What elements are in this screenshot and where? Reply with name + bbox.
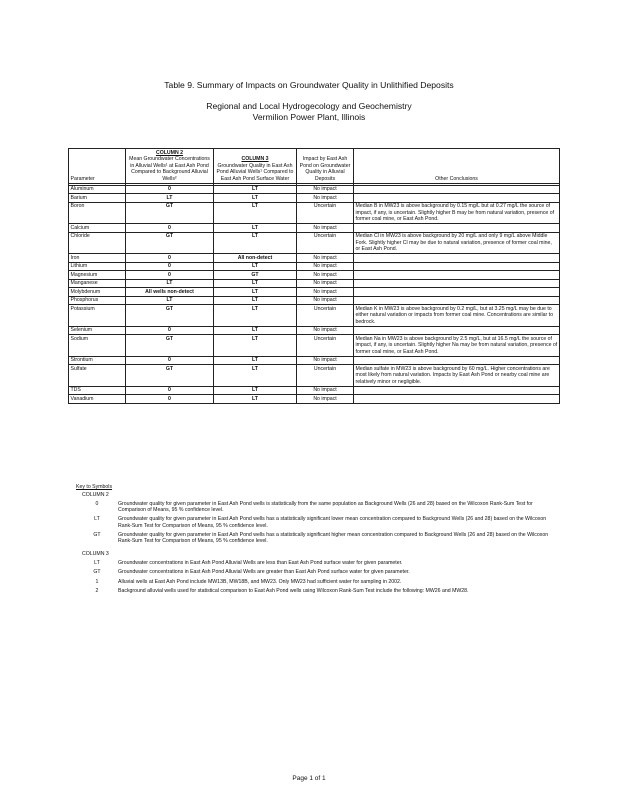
other-conclusions-cell [354, 224, 560, 233]
key-entry [76, 588, 556, 595]
column-3-cell: LT [214, 194, 297, 203]
key-description: Groundwater quality for given parameter in East Ash Pond wells has a statistically significant higher mean concentration compared to Background Wells (26 and 28) based on the Wilcoxon Rank-Sum Test for Comparison of Means, 95 % confidence level. [118, 531, 549, 545]
summary-table [68, 148, 560, 404]
header-impact: Impact by East Ash Pond on Groundwater Quality in Alluvial Deposits [297, 149, 354, 184]
table-row [69, 202, 560, 224]
table-body [69, 185, 560, 403]
table-row [69, 288, 560, 297]
other-conclusions-cell [354, 386, 560, 395]
key-entry [76, 560, 556, 567]
parameter-cell: Selenium [69, 326, 126, 335]
column-2-cell: 0 [126, 326, 214, 335]
other-conclusions-cell [354, 271, 560, 280]
table-row [69, 356, 560, 365]
other-conclusions-cell [354, 254, 560, 263]
column-2-cell: 0 [126, 185, 214, 194]
column-3-cell: LT [214, 224, 297, 233]
table-row [69, 305, 560, 327]
parameter-cell: Aluminum [69, 185, 126, 194]
column-2-cell: 0 [126, 254, 214, 263]
other-conclusions-cell: Median Na in MW23 is above background by 2.5 mg/L, but at 16.5 mg/L the source of impact, if any, is uncertain. Slightly higher Na may be from natural variation, presence of former coal mine, or East Ash Pond. [354, 335, 560, 357]
column-3-label: COLUMN 3 [241, 156, 269, 162]
key-column-2-list [76, 501, 556, 546]
column-3-cell: GT [214, 271, 297, 280]
column-2-cell: 0 [126, 262, 214, 271]
column-2-label: COLUMN 2 [155, 149, 184, 156]
header-parameter: Parameter [69, 149, 126, 184]
impact-cell: No impact [297, 262, 354, 271]
column-3-cell: LT [214, 232, 297, 254]
key-entry [76, 532, 556, 546]
subtitle: Regional and Local Hydrogecology and Geochemistry [206, 101, 412, 111]
impact-cell: No impact [297, 224, 354, 233]
column-3-cell: LT [214, 288, 297, 297]
key-symbol: LT [94, 516, 100, 522]
column-2-cell: LT [126, 296, 214, 305]
column-3-cell: All non-detect [214, 254, 297, 263]
parameter-cell: Potassium [69, 305, 126, 327]
impact-cell: No impact [297, 296, 354, 305]
key-description: Groundwater concentrations in East Ash Pond Alluvial Wells are less than East Ash Pond surface water for given parameter. [118, 559, 403, 566]
key-entry [76, 516, 556, 530]
key-symbol: LT [94, 559, 100, 566]
table-row [69, 279, 560, 288]
impact-cell: No impact [297, 194, 354, 203]
impact-cell: No impact [297, 271, 354, 280]
parameter-cell: Molybdenum [69, 288, 126, 297]
key-symbol: 1 [95, 579, 99, 586]
column-2-text: Mean Groundwater Concentrations in Alluvial Wells¹ at East Ash Pond Compared to Background Alluvial Wells² [129, 156, 210, 182]
key-description: Groundwater concentrations in East Ash Pond Alluvial Wells are greater than East Ash Pond surface water for given parameter. [118, 568, 410, 575]
column-2-cell: GT [126, 232, 214, 254]
parameter-cell: Calcium [69, 224, 126, 233]
impact-cell: No impact [297, 356, 354, 365]
other-conclusions-cell: Median B in MW23 is above background by 0.15 mg/L but at 0.27 mg/L the source of impact, if any, is uncertain. Slightly higher B may be from natural variation, presence of former coal mine, or East Ash Pond. [354, 202, 560, 224]
parameter-cell: Phosphorus [69, 296, 126, 305]
key-title: Key to Symbols [76, 484, 113, 490]
column-2-cell: GT [126, 202, 214, 224]
column-3-cell: LT [214, 296, 297, 305]
key-to-symbols [76, 484, 556, 595]
column-2-cell: GT [126, 335, 214, 357]
other-conclusions-cell [354, 279, 560, 288]
parameter-cell: Iron [69, 254, 126, 263]
table-row [69, 254, 560, 263]
column-3-cell: LT [214, 202, 297, 224]
table-row [69, 185, 560, 194]
table-row [69, 326, 560, 335]
key-description: Alluvial wells at East Ash Pond include MW13B, MW18B, and MW23. Only MW23 had sufficient water for sampling in 2002. [118, 579, 402, 586]
table-row [69, 232, 560, 254]
header-row [69, 149, 560, 184]
column-3-cell: LT [214, 335, 297, 357]
key-description: Groundwater quality for given parameter in East Ash Pond wells is statistically from the same population as Background Wells (26 and 28) based on the Wilcoxon Rank-Sum Test for Comparison of Means, 95 % confidence level. [118, 500, 533, 514]
other-conclusions-cell: Median sulfate in MW23 is above background by 60 mg/L. Higher concentrations are most likely from natural variation. Impacts by East Ash Pond or nearby coal mine are relatively minor or negligible. [354, 365, 560, 387]
column-2-cell: LT [126, 279, 214, 288]
column-3-cell: LT [214, 326, 297, 335]
key-description: Background alluvial wells used for statistical comparison to East Ash Pond wells using Wilcoxon Rank-Sum Test include the following: MW26 and MW28. [118, 588, 469, 594]
column-2-cell: 0 [126, 224, 214, 233]
parameter-cell: TDS [69, 386, 126, 395]
table-row [69, 335, 560, 357]
column-3-cell: LT [214, 386, 297, 395]
key-symbol: 2 [95, 588, 99, 594]
parameter-cell: Lithium [69, 262, 126, 271]
impact-cell: No impact [297, 279, 354, 288]
plant-name: Vermilion Power Plant, Illinois [252, 112, 366, 122]
impact-cell: Uncertain [297, 202, 354, 224]
impact-cell: No impact [297, 326, 354, 335]
key-symbol: GT [93, 568, 101, 575]
other-conclusions-cell [354, 194, 560, 203]
impact-cell: No impact [297, 185, 354, 194]
column-3-text: Groundwater Quality in East Ash Pond Alluvial Wells¹ Compared to East Ash Pond Surface Water [216, 162, 294, 182]
other-conclusions-cell [354, 326, 560, 335]
column-3-cell: LT [214, 262, 297, 271]
table-row [69, 224, 560, 233]
parameter-cell: Vanadium [69, 395, 126, 404]
column-3-cell: LT [214, 305, 297, 327]
parameter-cell: Barium [69, 194, 126, 203]
other-conclusions-cell [354, 262, 560, 271]
key-entry [76, 501, 556, 515]
key-column-2-title: COLUMN 2 [82, 491, 109, 498]
parameter-cell: Sodium [69, 335, 126, 357]
table-title: Table 9. Summary of Impacts on Groundwater Quality in Unlithified Deposits [164, 80, 454, 90]
column-2-cell: GT [126, 305, 214, 327]
column-2-cell: 0 [126, 386, 214, 395]
column-2-cell: GT [126, 365, 214, 387]
header-column-2 [126, 149, 214, 184]
header-other-conclusions: Other Conclusions [354, 149, 560, 184]
table-row [69, 296, 560, 305]
column-2-cell: 0 [126, 395, 214, 404]
column-3-cell: LT [214, 279, 297, 288]
header-column-3 [214, 149, 297, 184]
key-column-3-title: COLUMN 3 [82, 551, 109, 557]
key-symbol: GT [93, 531, 101, 538]
table-row [69, 262, 560, 271]
impact-cell: No impact [297, 254, 354, 263]
impact-cell: Uncertain [297, 232, 354, 254]
impact-cell: Uncertain [297, 305, 354, 327]
other-conclusions-cell: Median K in MW23 is above background by 0.2 mg/L, but at 3.25 mg/L may be due to either natural variation or impacts from former coal mine. Concentrations are similar to bedrock. [354, 305, 560, 327]
key-entry [76, 579, 556, 586]
key-description: Groundwater quality for given parameter in East Ash Pond wells has a statistically significant lower mean concentration compared to Background Wells (26 and 28) based on the Wilcoxon Rank-Sum Test for Comparison of Means, 95 % confidence level. [118, 516, 547, 529]
column-3-cell: LT [214, 395, 297, 404]
column-2-cell: 0 [126, 356, 214, 365]
table-row [69, 386, 560, 395]
column-3-cell: LT [214, 365, 297, 387]
column-2-cell: All wells non-detect [126, 288, 214, 297]
impact-cell: No impact [297, 288, 354, 297]
table-row [69, 271, 560, 280]
parameter-cell: Chloride [69, 232, 126, 254]
table-row [69, 395, 560, 404]
table-row [69, 194, 560, 203]
key-column-3-list [76, 560, 556, 576]
other-conclusions-cell [354, 356, 560, 365]
impact-cell: No impact [297, 386, 354, 395]
parameter-cell: Manganese [69, 279, 126, 288]
key-footnotes [76, 579, 556, 595]
parameter-cell: Strontium [69, 356, 126, 365]
column-3-cell: LT [214, 356, 297, 365]
parameter-cell: Magnesium [69, 271, 126, 280]
key-entry [76, 569, 556, 576]
column-3-cell: LT [214, 185, 297, 194]
table-row [69, 365, 560, 387]
other-conclusions-cell: Median Cl in MW23 is above background by 20 mg/L and only 9 mg/L above Middle Fork. Slightly higher Cl may be due to natural variation, presence of former coal mine, or East Ash Pond. [354, 232, 560, 254]
page-number: Page 1 of 1 [292, 775, 326, 782]
other-conclusions-cell [354, 185, 560, 194]
parameter-cell: Sulfate [69, 365, 126, 387]
impact-cell: Uncertain [297, 335, 354, 357]
other-conclusions-cell [354, 296, 560, 305]
other-conclusions-cell [354, 288, 560, 297]
impact-cell: No impact [297, 395, 354, 404]
column-2-cell: 0 [126, 271, 214, 280]
impact-cell: Uncertain [297, 365, 354, 387]
column-2-cell: LT [126, 194, 214, 203]
parameter-cell: Boron [69, 202, 126, 224]
other-conclusions-cell [354, 395, 560, 404]
key-symbol: 0 [95, 500, 99, 507]
